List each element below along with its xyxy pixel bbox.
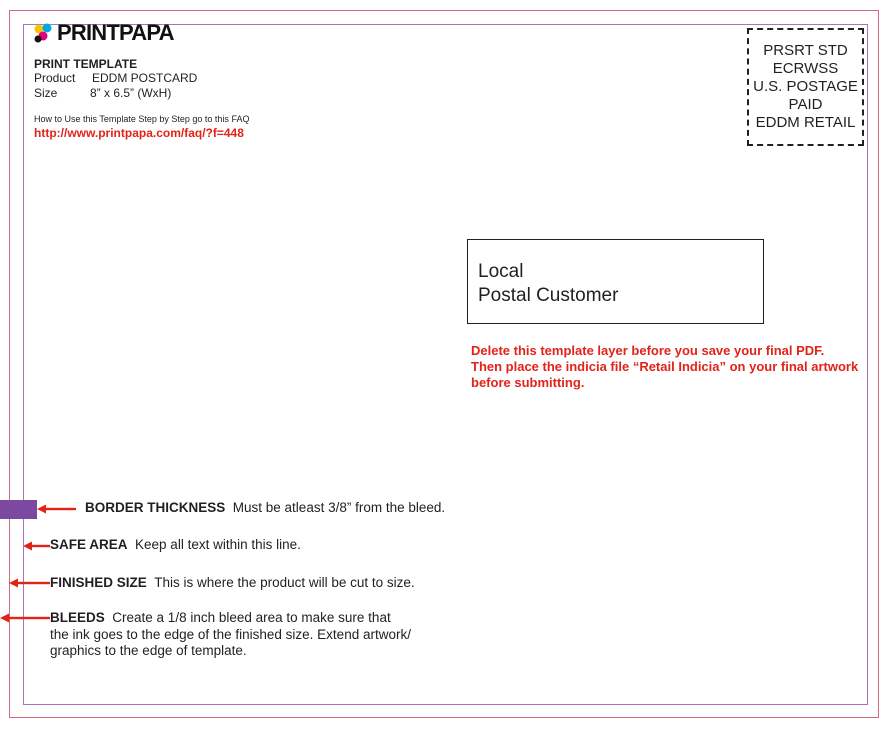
product-label: Product xyxy=(34,71,76,85)
legend-finished-text: This is where the product will be cut to size. xyxy=(154,575,415,590)
address-line-2: Postal Customer xyxy=(478,285,619,306)
indicia-line: PAID xyxy=(788,96,823,113)
faq-link[interactable]: http://www.printpapa.com/faq/?f=448 xyxy=(34,126,244,140)
legend-finished-label: FINISHED SIZE xyxy=(50,575,147,590)
warning-line-3: before submitting. xyxy=(471,375,585,390)
print-template-heading: PRINT TEMPLATE xyxy=(34,57,138,71)
arrow-left-icon xyxy=(9,577,50,589)
printpapa-logo xyxy=(33,21,174,45)
logo-mark-icon xyxy=(33,22,55,44)
indicia-line: PRSRT STD xyxy=(763,42,848,59)
legend-bleeds-line-1: Create a 1/8 inch bleed area to make sure that xyxy=(112,610,391,625)
legend-bleeds-label: BLEEDS xyxy=(50,610,105,625)
border-thickness-swatch xyxy=(0,500,37,519)
template-warning xyxy=(471,343,858,391)
legend-safe-text: Keep all text within this line. xyxy=(135,537,301,552)
address-line-1: Local xyxy=(478,261,524,282)
legend-finished-size xyxy=(50,575,415,590)
legend-border-thickness xyxy=(85,500,445,515)
legend-bleeds-line-2: the ink goes to the edge of the finished size. Extend artwork/ xyxy=(50,626,411,642)
faq-note: How to Use this Template Step by Step go to this FAQ xyxy=(34,114,250,124)
legend-safe-label: SAFE AREA xyxy=(50,537,128,552)
warning-line-1: Delete this template layer before you save your final PDF. xyxy=(471,343,825,358)
legend-bleeds xyxy=(50,610,411,660)
size-label: Size xyxy=(34,86,58,100)
arrow-left-icon xyxy=(37,503,77,515)
logo-text: PRINTPAPA xyxy=(57,20,174,45)
indicia-line: ECRWSS xyxy=(772,60,839,77)
legend-safe-area xyxy=(50,537,301,552)
size-value: 8” x 6.5” (WxH) xyxy=(90,86,172,100)
legend-border-label: BORDER THICKNESS xyxy=(85,500,226,515)
postage-indicia xyxy=(747,28,864,146)
legend-bleeds-line-3: graphics to the edge of template. xyxy=(50,643,247,658)
arrow-left-icon xyxy=(0,612,50,624)
legend-border-text: Must be atleast 3/8” from the bleed. xyxy=(232,500,446,515)
indicia-line: U.S. POSTAGE xyxy=(753,78,858,95)
indicia-line: EDDM RETAIL xyxy=(755,114,856,131)
product-value: EDDM POSTCARD xyxy=(92,71,198,85)
address-box xyxy=(467,239,764,324)
arrow-left-icon xyxy=(23,540,50,552)
warning-line-2: Then place the indicia file “Retail Indicia” on your final artwork xyxy=(471,359,859,374)
